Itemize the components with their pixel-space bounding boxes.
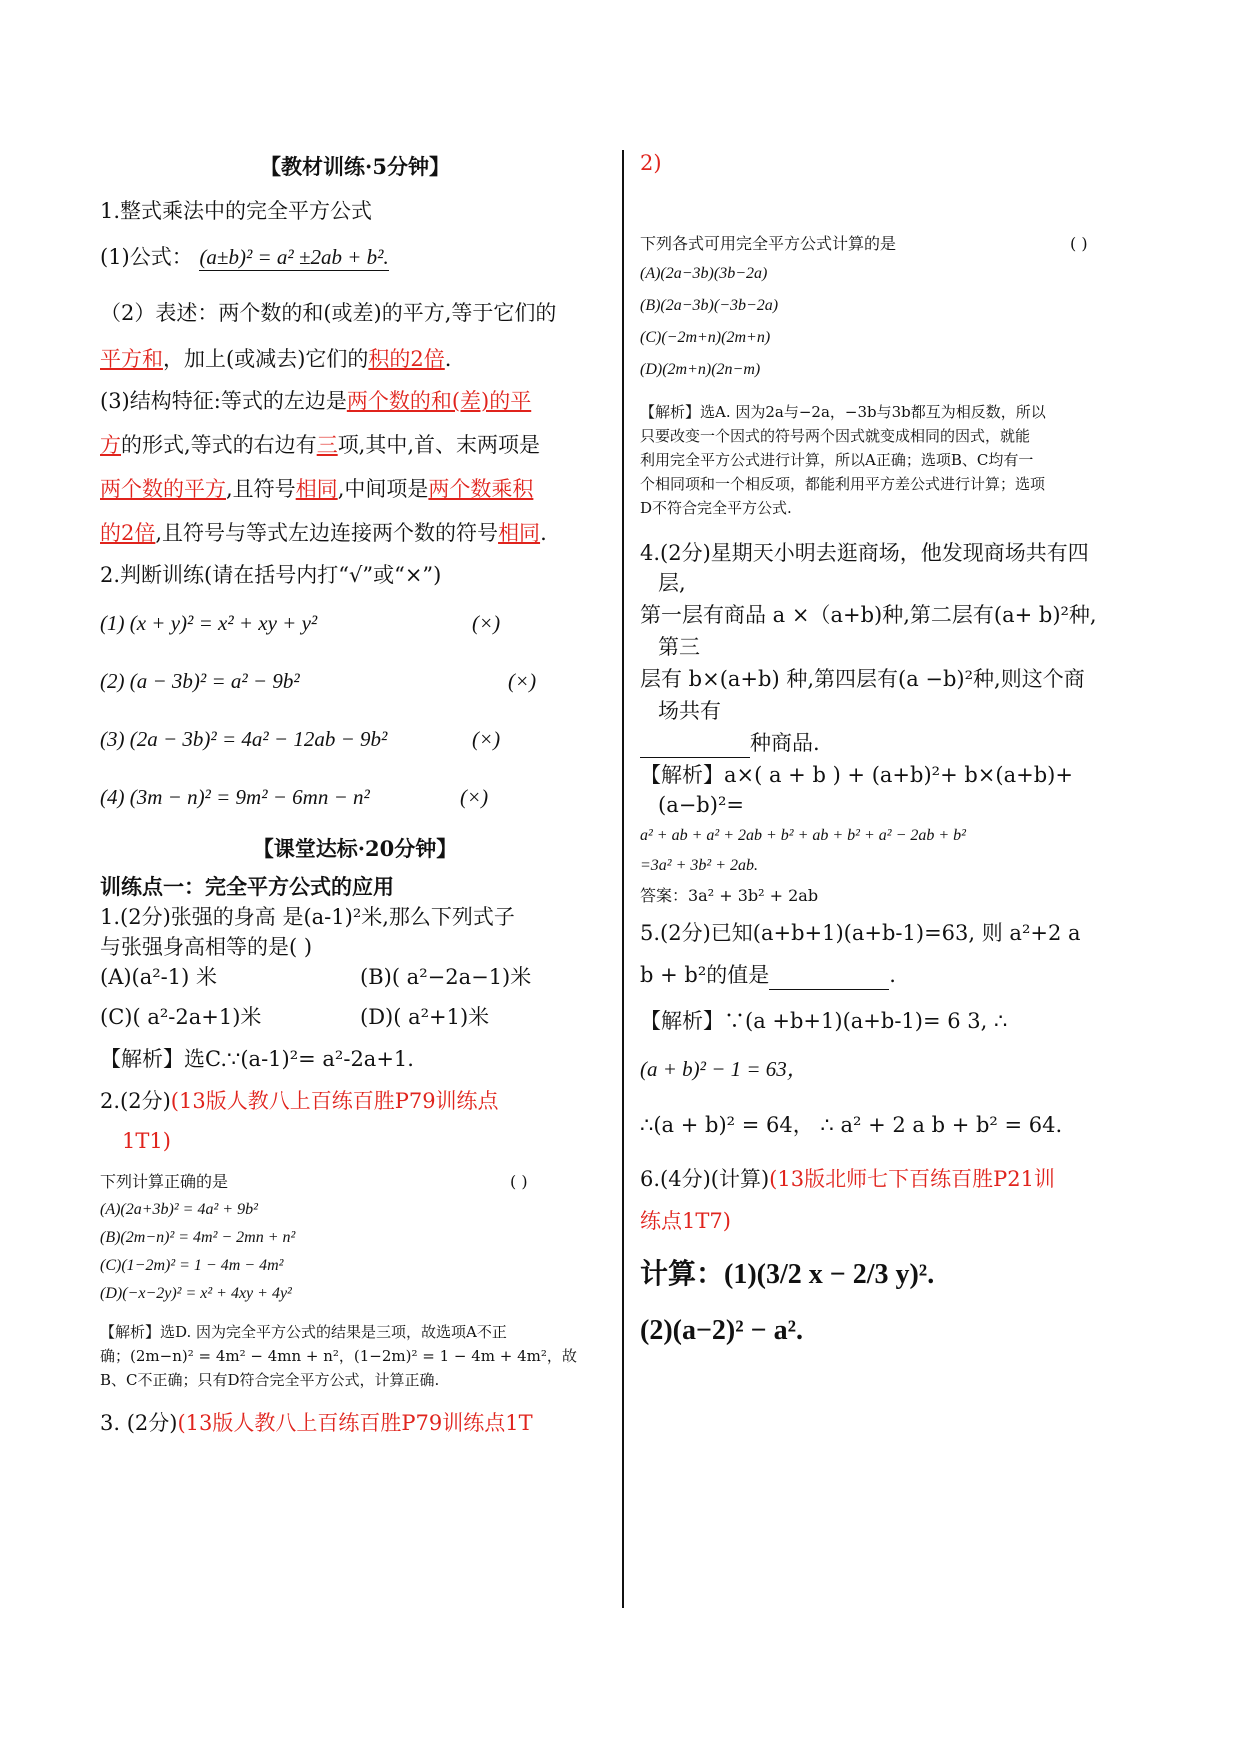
q1-stem-line1: 1.(2分)张强的身高 是(a-1)²米,那么下列式子 xyxy=(100,905,515,929)
answer-same-2: 相同 xyxy=(498,521,541,545)
q2-answer-line2: 确；(2m−n)² = 4m² − 4mn + n²，(1−2m)² = 1 − 4m + 4m²，故 xyxy=(100,1347,577,1365)
answer-product-end: 的2倍 xyxy=(100,521,156,545)
q6-source: (13版北师七下百练百胜P21训 xyxy=(769,1167,1055,1191)
q2-option-a: (A)(2a+3b)² = 4a² + 9b² xyxy=(100,1201,258,1218)
q2-option-b: (B)(2m−n)² = 4m² − 2mn + n² xyxy=(100,1229,296,1246)
q3-answer-line3: 利用完全平方公式进行计算，所以A正确；选项B、C均有一 xyxy=(640,451,1034,469)
judge-expression: (1) (x + y)² = x² + xy + y² xyxy=(100,611,318,635)
q4-line3: 第一层有商品 a ×（a+b)种,第二层有(a+ b)²种, xyxy=(640,603,1097,627)
structure-text: ,中间项是 xyxy=(337,477,429,501)
q4-answer-line3: a² + ab + a² + 2ab + b² + ab + b² + a² − 2ab + b² xyxy=(640,827,966,844)
q1-option-b: (B)( a²−2a−1)米 xyxy=(360,965,532,989)
judge-expression: (2) (a − 3b)² = a² − 9b² xyxy=(100,669,300,693)
answer-same-1: 相同 xyxy=(295,477,338,501)
q3-option-b: (B)(2a−3b)(−3b−2a) xyxy=(640,297,779,314)
answer-double-product: 积的2倍 xyxy=(368,347,445,371)
period: . xyxy=(540,521,547,545)
q2-stem-text: 下列计算正确的是 xyxy=(100,1172,229,1191)
q3-option-c: (C)(−2m+n)(2m+n) xyxy=(640,329,771,346)
answer-two-squares: 两个数的平方 xyxy=(100,477,226,501)
q4-answer-line4: =3a² + 3b² + 2ab. xyxy=(640,857,758,874)
item2-title: 2.判断训练(请在括号内打“√”或“×”) xyxy=(100,563,442,587)
q1-options-ab xyxy=(100,962,532,992)
judge-item-2 xyxy=(100,666,610,696)
formula-label: (1)公式： xyxy=(100,245,193,269)
item1-title: 1.整式乘法中的完全平方公式 xyxy=(100,199,373,223)
column-divider xyxy=(622,150,624,1608)
q3-answer-line5: D不符合完全平方公式. xyxy=(640,499,792,517)
q1-option-a: (A)(a²-1) 米 xyxy=(100,965,218,989)
period: . xyxy=(444,347,452,371)
judge-mark: (×) xyxy=(460,785,489,809)
q4-unit: 种商品. xyxy=(750,731,820,755)
q4-line1: 4.(2分)星期天小明去逛商场，他发现商场共有四 xyxy=(640,541,1089,565)
q1-options-cd xyxy=(100,1002,490,1032)
q5-stem-text: b + b²的值是 xyxy=(640,963,770,987)
answer-product: 两个数乘积 xyxy=(428,477,534,501)
q3-answer-line2: 只要改变一个因式的符号两个因式就变成相同的因式，就能 xyxy=(640,427,1031,445)
structure-text: ,且符号 xyxy=(226,477,296,501)
structure-text: ,且符号与等式左边连接两个数的符号 xyxy=(155,521,499,545)
structure-line-2 xyxy=(100,430,540,460)
q3-stem-text: 下列各式可用完全平方公式计算的是 xyxy=(640,234,897,253)
q6-header xyxy=(640,1164,1055,1194)
judge-expression: (4) (3m − n)² = 9m² − 6mn − n² xyxy=(100,785,370,809)
answer-three: 三 xyxy=(316,433,338,457)
q2-source: (13版人教八上百练百胜P79训练点 xyxy=(170,1089,499,1113)
q2-stem xyxy=(100,1170,610,1194)
q5-answer-line3: ∴(a + b)² = 64， ∴ a² + 2 a b + b² = 64. xyxy=(640,1113,1063,1137)
q5-answer-blank[interactable] xyxy=(769,967,889,990)
statement-text: ，加上(或减去)它们的 xyxy=(163,347,369,371)
q1-option-c: (C)( a²-2a+1)米 xyxy=(100,1005,262,1029)
structure-text: 项,其中,首、末两项是 xyxy=(337,433,541,457)
q2-answer-line1: 【解析】选D. 因为完全平方公式的结果是三项，故选项A不正 xyxy=(100,1323,507,1341)
q4-answer-line2: (a−b)²= xyxy=(658,793,744,817)
q3-source-cont: 2) xyxy=(640,151,662,175)
q4-answer-blank[interactable] xyxy=(640,735,750,758)
structure-line-1 xyxy=(100,386,531,416)
section-title-textbook: 【教材训练·5分钟】 xyxy=(260,154,450,179)
q3-option-a: (A)(2a−3b)(3b−2a) xyxy=(640,265,768,282)
q6-calc-2: (2)(a−2)² − a². xyxy=(640,1315,803,1346)
q4-answer-line1: 【解析】a×( a + b ) + (a+b)²+ b×(a+b)+ xyxy=(640,763,1073,787)
q3-stem xyxy=(640,232,1150,256)
judge-item-3 xyxy=(100,724,610,754)
q6-label: 6.(4分)(计算) xyxy=(640,1167,770,1191)
q2-label: 2.(2分) xyxy=(100,1089,171,1113)
judge-mark: (×) xyxy=(472,611,501,635)
q4-final-answer: 答案：3a² + 3b² + 2ab xyxy=(640,886,819,905)
q2-answer-line3: B、C不正确；只有D符合完全平方公式，计算正确. xyxy=(100,1371,440,1389)
q3-source: (13版人教八上百练百胜P79训练点1T xyxy=(177,1411,533,1435)
q2-source-cont: 1T1) xyxy=(122,1129,171,1153)
q5-line2 xyxy=(640,960,896,990)
structure-line-3 xyxy=(100,474,533,504)
judge-mark: (×) xyxy=(472,727,501,751)
q2-paren: ( ) xyxy=(510,1172,528,1191)
q2-header xyxy=(100,1086,499,1116)
q3-paren: ( ) xyxy=(1070,234,1088,253)
formula: (a±b)² = a² ±2ab + b². xyxy=(199,245,389,269)
answer-sum-square-end: 方 xyxy=(100,433,121,457)
q4-line5: 层有 b×(a+b) 种,第四层有(a −b)²种,则这个商 xyxy=(640,667,1085,691)
q5-answer-line2: (a + b)² − 1 = 63， xyxy=(640,1057,808,1081)
q6-calc-1: 计算：(1)(3/2 x − 2/3 y)². xyxy=(640,1259,935,1290)
q1-answer: 【解析】选C.∵(a-1)²= a²-2a+1. xyxy=(100,1047,414,1071)
q3-label: 3. (2分) xyxy=(100,1411,178,1435)
answer-square-sum: 平方和 xyxy=(100,347,163,371)
q3-header xyxy=(100,1408,533,1438)
section-title-classroom: 【课堂达标·20分钟】 xyxy=(252,836,458,861)
q3-option-d: (D)(2m+n)(2n−m) xyxy=(640,361,761,378)
q2-option-d: (D)(−x−2y)² = x² + 4xy + 4y² xyxy=(100,1285,292,1302)
q5-line1: 5.(2分)已知(a+b+1)(a+b-1)=63, 则 a²+2 a xyxy=(640,921,1081,945)
q2-option-c: (C)(1−2m)² = 1 − 4m − 4m² xyxy=(100,1257,284,1274)
q1-option-d: (D)( a²+1)米 xyxy=(360,1005,490,1029)
q1-stem-line2: 与张强身高相等的是( ) xyxy=(100,935,313,959)
structure-text: 的形式,等式的右边有 xyxy=(121,433,317,457)
q3-answer-line1: 【解析】选A. 因为2a与−2a，−3b与3b都互为相反数，所以 xyxy=(640,403,1046,421)
statement-line-2 xyxy=(100,344,451,374)
judge-mark: (×) xyxy=(508,669,537,693)
q4-line6: 场共有 xyxy=(658,699,721,723)
judge-item-4 xyxy=(100,782,610,812)
statement-line-1: （2）表述：两个数的和(或差)的平方,等于它们的 xyxy=(100,301,557,325)
q6-source-cont: 练点1T7) xyxy=(640,1209,731,1233)
q5-answer-line1: 【解析】∵(a +b+1)(a+b-1)= 6 3, ∴ xyxy=(640,1009,1008,1033)
structure-line-4 xyxy=(100,518,547,548)
answer-sum-square: 两个数的和(差)的平 xyxy=(346,389,532,413)
judge-expression: (3) (2a − 3b)² = 4a² − 12ab − 9b² xyxy=(100,727,388,751)
q4-line4: 第三 xyxy=(658,635,700,659)
q4-line7 xyxy=(640,728,820,758)
structure-text: (3)结构特征:等式的左边是 xyxy=(100,389,347,413)
period: . xyxy=(889,963,896,987)
q4-line2: 层, xyxy=(658,571,686,595)
formula-line xyxy=(100,242,389,272)
q3-answer-line4: 个相同项和一个相反项，都能利用平方差公式进行计算；选项 xyxy=(640,475,1046,493)
judge-item-1 xyxy=(100,608,610,638)
training-point-title: 训练点一：完全平方公式的应用 xyxy=(100,874,394,899)
